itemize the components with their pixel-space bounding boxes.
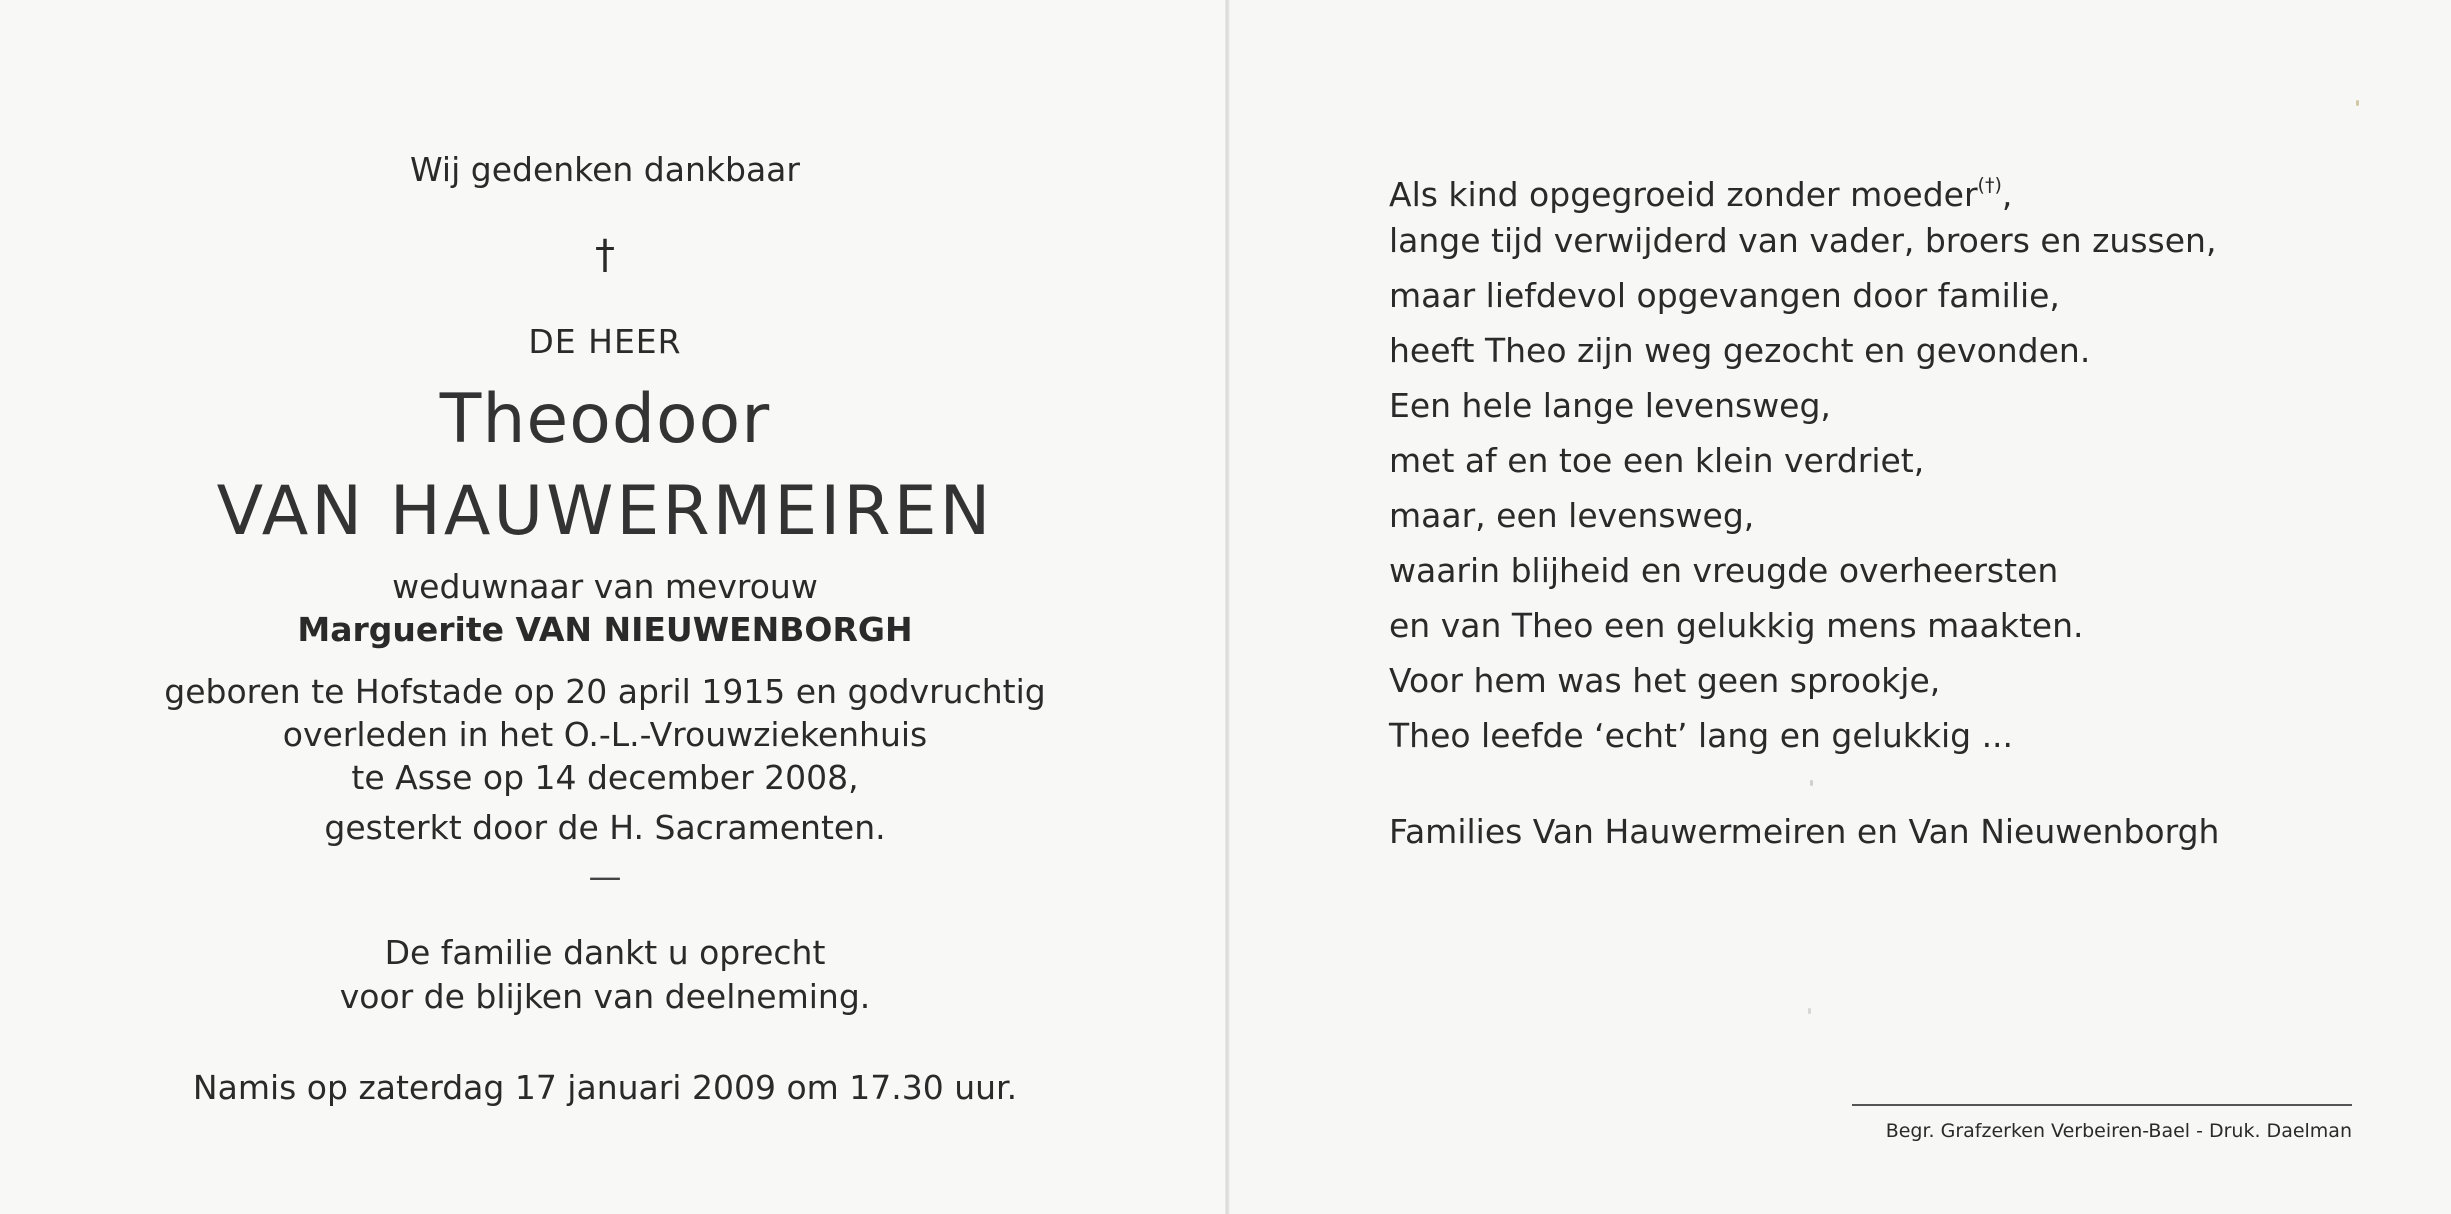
poem-first-end: , (2001, 175, 2013, 214)
paper-speck (1810, 780, 1813, 786)
intro-text: Wij gedenken dankbaar (410, 150, 800, 189)
poem-line: waarin blijheid en vreugde overheersten (1389, 551, 2059, 590)
poem-line: lange tijd verwijderd van vader, broers en zussen, (1389, 221, 2217, 260)
poem-line: en van Theo een gelukkig mens maakten. (1389, 606, 2084, 645)
poem-line: met af en toe een klein verdriet, (1389, 441, 1925, 480)
birth-death-line: overleden in het O.-L.-Vrouwziekenhuis (282, 715, 928, 754)
paper-speck (1808, 1008, 1811, 1014)
wife-name: Marguerite VAN NIEUWENBORGH (297, 610, 913, 649)
families-signature: Families Van Hauwermeiren en Van Nieuwenborgh (1389, 812, 2220, 851)
poem-line: heeft Theo zijn weg gezocht en gevonden. (1389, 331, 2091, 370)
poem-line: maar liefdevol opgevangen door familie, (1389, 276, 2060, 315)
widower-line: weduwnaar van mevrouw (392, 567, 818, 606)
birth-death-line: te Asse op 14 december 2008, (351, 758, 859, 797)
separator-dash: — (588, 857, 622, 896)
birth-death-line: geboren te Hofstade op 20 april 1915 en godvruchtig (164, 672, 1046, 711)
poem-line: maar, een levensweg, (1389, 496, 1755, 535)
first-name: Theodoor (439, 380, 771, 459)
honorific: DE HEER (528, 322, 682, 361)
poem-line: Een hele lange levensweg, (1389, 386, 1831, 425)
printer-credit: Begr. Grafzerken Verbeiren-Bael - Druk. Daelman (1885, 1120, 2352, 1142)
poem (1389, 158, 2216, 763)
poem-first-text: Als kind opgegroeid zonder moeder (1389, 175, 1978, 214)
thanks-line: De familie dankt u oprecht (384, 933, 826, 972)
thanks-line: voor de blijken van deelneming. (339, 977, 871, 1016)
paper-speck (2356, 100, 2359, 106)
left-page (0, 0, 1225, 1214)
poem-line: Theo leefde ‘echt’ lang en gelukkig ... (1389, 716, 2014, 755)
poem-line (1389, 158, 2216, 213)
printer-rule (1852, 1104, 2352, 1106)
poem-line: Voor hem was het geen sprookje, (1389, 661, 1941, 700)
deceased-mark: (†) (1977, 174, 2002, 196)
birth-death-line: gesterkt door de H. Sacramenten. (324, 808, 886, 847)
right-page (1230, 0, 2451, 1214)
last-name: VAN HAUWERMEIREN (216, 472, 994, 551)
namis-line: Namis op zaterdag 17 januari 2009 om 17.30 uur. (192, 1068, 1018, 1107)
cross-symbol: † (595, 232, 615, 278)
